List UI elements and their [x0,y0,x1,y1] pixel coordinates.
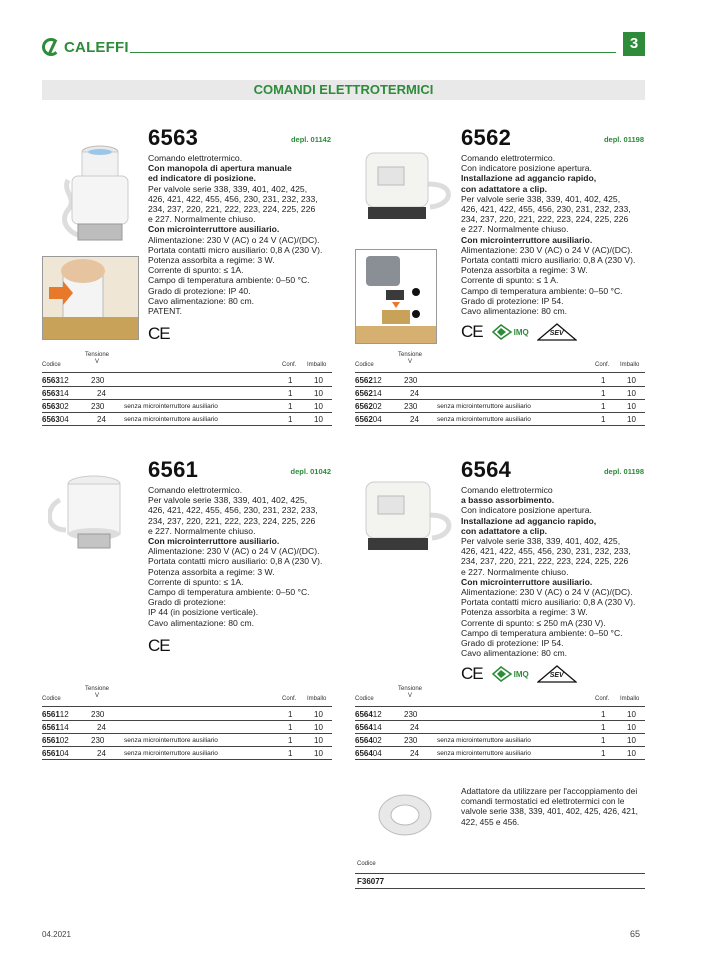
row-code-suffix: 04 [59,415,69,424]
description-line: IP 44 (in posizione verticale). [148,607,259,618]
row-imballo: 10 [627,376,636,385]
caleffi-logo [42,38,129,56]
col-header-voltage: Tensione V [398,686,423,699]
row-code-suffix: 14 [372,389,382,398]
description-line: Con microinterruttore ausiliario. [148,536,280,547]
row-code-base: 6563 [42,415,60,424]
table-row [42,413,332,426]
description-line: Cavo alimentazione: 80 cm. [461,306,568,317]
row-imballo: 10 [627,723,636,732]
col-header-code: Codice [355,696,374,702]
brand-name: CALEFFI [64,38,129,56]
row-voltage: 24 [97,415,106,424]
row-voltage: 230 [91,710,105,719]
caleffi-logo-icon [42,38,60,56]
row-conf: 1 [288,415,293,424]
row-imballo: 10 [314,749,323,758]
row-voltage: 230 [404,376,418,385]
description-line: a basso assorbimento. [461,495,555,506]
description-line: Portata contatti micro ausiliario: 0,8 A (230 V). [461,255,636,266]
row-imballo: 10 [314,376,323,385]
row-note: senza microinterruttore ausiliario [437,737,531,744]
table-row [355,747,645,760]
row-imballo: 10 [314,389,323,398]
row-voltage: 24 [97,749,106,758]
description-line: Con manopola di apertura manuale [148,163,292,174]
product-block-6562 [461,125,644,342]
description-line: Corrente di spunto: ≤ 1A. [148,576,244,587]
ce-mark: CE [148,635,170,655]
table-row [42,721,332,734]
col-header-conf: Conf. [282,362,297,368]
ce-mark: CE [461,664,483,684]
depl-number: depl. 01142 [290,135,331,144]
row-code-suffix: 02 [59,736,69,745]
row-note: senza microinterruttore ausiliario [437,416,531,423]
col-header-imballo: Imballo [620,362,640,368]
row-code-base: 6564 [355,749,373,758]
product-image-6563 [60,140,140,252]
description-line: Alimentazione: 230 V (AC) o 24 V (AC)/(DC). [148,234,320,245]
row-code-base: 6563 [42,402,60,411]
code-table-6564 [355,686,645,766]
footer-date: 04.2021 [42,930,71,939]
row-imballo: 10 [314,415,323,424]
col-header-imballo: Imballo [620,696,640,702]
table-header-rule [42,372,332,373]
product-description [461,485,644,658]
table-row [355,400,645,413]
row-code-base: 6563 [42,376,60,385]
description-line: 426, 421, 422, 455, 456, 230, 231, 232, 233, [461,204,631,215]
row-code-base: 6561 [42,736,60,745]
col-header-voltage: Tensione V [85,352,110,365]
row-code-base: 6562 [355,415,373,424]
adapter-code-header: Codice [357,861,376,867]
description-line: Alimentazione: 230 V (AC) o 24 V (AC)/(DC). [461,587,633,598]
imq-icon [491,666,513,682]
description-line: Corrente di spunto: ≤ 1 A. [461,275,559,286]
row-code-suffix: 12 [372,376,382,385]
row-code-base: 6564 [355,723,373,732]
row-conf: 1 [601,415,606,424]
row-voltage: 24 [410,723,419,732]
installation-photo-6562 [355,249,437,344]
description-line: Grado di protezione: IP 40. [148,285,251,296]
sev-mark: SEV [537,665,577,683]
description-line: Campo di temperatura ambiente: 0–50 °C. [148,587,310,598]
imq-mark: IMQ [491,324,529,340]
description-line: Con microinterruttore ausiliario. [461,234,593,245]
row-conf: 1 [601,402,606,411]
row-code-suffix: 04 [59,749,69,758]
row-conf: 1 [288,376,293,385]
table-header-rule [42,706,332,707]
description-line: 426, 421, 422, 455, 456, 230, 231, 232, 233, [461,546,631,557]
description-line: e 227. Normalmente chiuso. [148,525,256,536]
description-line: Con indicatore posizione apertura. [461,163,592,174]
description-line: Installazione ad aggancio rapido, [461,515,597,526]
table-row [355,413,645,426]
description-line: Per valvole serie 338, 339, 401, 402, 425, [461,536,621,547]
table-header-rule [355,706,645,707]
row-conf: 1 [288,710,293,719]
product-description [148,153,331,316]
description-line: Corrente di spunto: ≤ 1A. [148,265,244,276]
table-row [42,387,332,400]
description-line: con adattatore a clip. [461,525,547,536]
product-image-6561 [48,470,130,554]
row-code [42,389,69,398]
product-image-6562 [360,145,452,223]
col-header-code: Codice [42,696,61,702]
row-voltage: 230 [404,710,418,719]
row-code-suffix: 14 [59,723,69,732]
row-code-base: 6563 [42,389,60,398]
description-line: Comando elettrotermico [461,485,553,495]
row-code-suffix: 04 [372,749,382,758]
description-line: Portata contatti micro ausiliario: 0,8 A (230 V). [148,244,323,255]
product-code: 6561 [148,457,199,482]
row-voltage: 24 [97,389,106,398]
description-line: Cavo alimentazione: 80 cm. [148,617,255,628]
row-voltage: 24 [97,723,106,732]
row-note: senza microinterruttore ausiliario [437,750,531,757]
description-line: Per valvole serie 338, 339, 401, 402, 425, [148,183,308,194]
description-line: 234, 237, 220, 221, 222, 223, 224, 225, 226 [148,515,316,526]
adapter-code-header-rule [355,873,645,874]
adapter-image [375,790,435,840]
row-voltage: 230 [404,402,418,411]
row-voltage: 24 [410,415,419,424]
description-line: Comando elettrotermico. [148,485,243,495]
description-line: 234, 237, 220, 221, 222, 223, 224, 225, 226 [461,214,629,225]
description-line: e 227. Normalmente chiuso. [148,214,256,225]
row-code-suffix: 14 [372,723,382,732]
col-header-conf: Conf. [595,362,610,368]
code-table-6561 [42,686,332,766]
col-header-voltage: Tensione V [398,352,423,365]
row-conf: 1 [601,389,606,398]
row-code [355,710,382,719]
row-code-base: 6561 [42,723,60,732]
row-imballo: 10 [627,389,636,398]
row-conf: 1 [288,749,293,758]
col-header-conf: Conf. [282,696,297,702]
sev-mark: SEV [537,323,577,341]
row-conf: 1 [601,710,606,719]
header-rule [130,52,616,53]
row-conf: 1 [601,723,606,732]
adapter-description: Adattatore da utilizzare per l'accoppiamento dei comandi termostatici ed elettrotermici con le valvole serie 338, 339, 401, 402, 425, 426, 421, 422, 455 e 456. [461,786,638,827]
row-code-suffix: 02 [372,402,382,411]
imq-mark: IMQ [491,666,529,682]
row-conf: 1 [288,723,293,732]
description-line: Cavo alimentazione: 80 cm. [461,648,568,659]
row-code [42,402,69,411]
certification-marks [461,664,644,684]
row-imballo: 10 [627,710,636,719]
imq-icon [491,324,513,340]
depl-number: depl. 01198 [603,135,644,144]
row-note: senza microinterruttore ausiliario [124,750,218,757]
row-code-base: 6561 [42,749,60,758]
description-line: 426, 421, 422, 455, 456, 230, 231, 232, 233, [148,193,318,204]
row-conf: 1 [288,402,293,411]
description-line: Con indicatore posizione apertura. [461,505,592,516]
row-code [42,723,69,732]
row-code [42,710,69,719]
table-row [355,708,645,721]
description-line: Con microinterruttore ausiliario. [461,576,593,587]
row-conf: 1 [601,376,606,385]
description-line: Comando elettrotermico. [148,153,243,163]
row-voltage: 230 [404,736,418,745]
page-title: COMANDI ELETTROTERMICI [42,80,645,100]
certification-marks [461,322,644,342]
description-line: Installazione ad aggancio rapido, [461,173,597,184]
row-note: senza microinterruttore ausiliario [124,416,218,423]
description-line: Alimentazione: 230 V (AC) o 24 V (AC)/(DC). [148,546,320,557]
row-code [355,376,382,385]
row-note: senza microinterruttore ausiliario [124,737,218,744]
row-voltage: 24 [410,389,419,398]
col-header-imballo: Imballo [307,696,327,702]
description-line: Grado di protezione: IP 54. [461,638,564,649]
row-code-base: 6562 [355,376,373,385]
row-conf: 1 [288,389,293,398]
description-line: 426, 421, 422, 455, 456, 230, 231, 232, 233, [148,505,318,516]
col-header-voltage: Tensione V [85,686,110,699]
table-row [42,734,332,747]
row-code [355,749,382,758]
row-code-base: 6564 [355,736,373,745]
row-code-suffix: 12 [372,710,382,719]
row-code [42,415,69,424]
row-code-suffix: 12 [59,710,69,719]
row-code-base: 6562 [355,402,373,411]
product-code: 6564 [461,457,512,482]
ce-mark: CE [461,322,483,342]
table-row [42,747,332,760]
product-block-6564 [461,457,644,684]
row-note: senza microinterruttore ausiliario [124,403,218,410]
row-code [355,415,382,424]
description-line: con adattatore a clip. [461,183,547,194]
product-block-6561 [148,457,331,656]
row-code-suffix: 02 [372,736,382,745]
table-row [355,374,645,387]
depl-number: depl. 01198 [603,467,644,476]
row-conf: 1 [288,736,293,745]
description-line: Campo di temperatura ambiente: 0–50 °C. [148,275,310,286]
row-code [42,376,69,385]
description-line: Potenza assorbita a regime: 3 W. [148,255,275,266]
product-block-6563 [148,125,331,344]
col-header-code: Codice [355,362,374,368]
row-imballo: 10 [627,749,636,758]
code-table-6563 [42,352,332,432]
table-row [42,400,332,413]
description-line: Alimentazione: 230 V (AC) o 24 V (AC)/(DC). [461,244,633,255]
col-header-code: Codice [42,362,61,368]
row-code [355,723,382,732]
row-code-base: 6562 [355,389,373,398]
row-imballo: 10 [314,402,323,411]
product-image-6564 [360,474,456,554]
row-imballo: 10 [314,736,323,745]
description-line: Cavo alimentazione: 80 cm. [148,295,255,306]
row-code [42,736,69,745]
row-imballo: 10 [627,402,636,411]
description-line: Comando elettrotermico. [461,153,556,163]
depl-number: depl. 01042 [290,467,331,476]
row-conf: 1 [601,736,606,745]
description-line: Campo di temperatura ambiente: 0–50 °C. [461,627,623,638]
row-conf: 1 [601,749,606,758]
table-header-rule [355,372,645,373]
description-line: Potenza assorbita a regime: 3 W. [461,265,588,276]
col-header-conf: Conf. [595,696,610,702]
table-row [42,708,332,721]
product-description [461,153,644,316]
code-table-6562 [355,352,645,432]
description-line: Corrente di spunto: ≤ 250 mA (230 V). [461,617,606,628]
row-code-suffix: 12 [59,376,69,385]
description-line: 234, 237, 220, 221, 222, 223, 224, 225, 226 [461,556,629,567]
description-line: e 227. Normalmente chiuso. [461,224,569,235]
row-imballo: 10 [314,710,323,719]
description-line: Per valvole serie 338, 339, 401, 402, 425, [148,495,308,506]
table-row [355,721,645,734]
row-imballo: 10 [627,415,636,424]
description-line: Per valvole serie 338, 339, 401, 402, 425, [461,193,621,204]
row-voltage: 24 [410,749,419,758]
row-imballo: 10 [627,736,636,745]
row-voltage: 230 [91,376,105,385]
page-number: 65 [630,929,641,939]
row-voltage: 230 [91,736,105,745]
row-note: senza microinterruttore ausiliario [437,403,531,410]
description-line: Portata contatti micro ausiliario: 0,8 A (230 V). [148,556,323,567]
ce-mark: CE [148,324,170,344]
product-code: 6562 [461,125,512,150]
description-line: Grado di protezione: [148,597,226,608]
row-code-base: 6561 [42,710,60,719]
description-line: ed indicatore di posizione. [148,173,256,184]
col-header-imballo: Imballo [307,362,327,368]
row-code [355,402,382,411]
row-code [355,736,382,745]
section-tab: 3 [623,32,645,56]
row-voltage: 230 [91,402,105,411]
row-code [42,749,69,758]
product-description [148,485,331,628]
row-code-suffix: 02 [59,402,69,411]
installation-photo-6563 [42,256,139,340]
description-line: 234, 237, 220, 221, 222, 223, 224, 225, 226 [148,204,316,215]
product-code: 6563 [148,125,199,150]
row-imballo: 10 [314,723,323,732]
table-row [42,374,332,387]
row-code-suffix: 04 [372,415,382,424]
description-line: Campo di temperatura ambiente: 0–50 °C. [461,285,623,296]
table-row [355,734,645,747]
row-code-base: 6564 [355,710,373,719]
description-line: Portata contatti micro ausiliario: 0,8 A (230 V). [461,597,636,608]
adapter-code-row-rule [355,888,645,889]
description-line: Con microinterruttore ausiliario. [148,224,280,235]
table-row [355,387,645,400]
description-line: Potenza assorbita a regime: 3 W. [461,607,588,618]
description-line: Grado di protezione: IP 54. [461,295,564,306]
description-line: PATENT. [148,306,183,317]
adapter-code: F36077 [357,877,385,886]
row-code-suffix: 14 [59,389,69,398]
row-code [355,389,382,398]
description-line: e 227. Normalmente chiuso. [461,566,569,577]
description-line: Potenza assorbita a regime: 3 W. [148,566,275,577]
